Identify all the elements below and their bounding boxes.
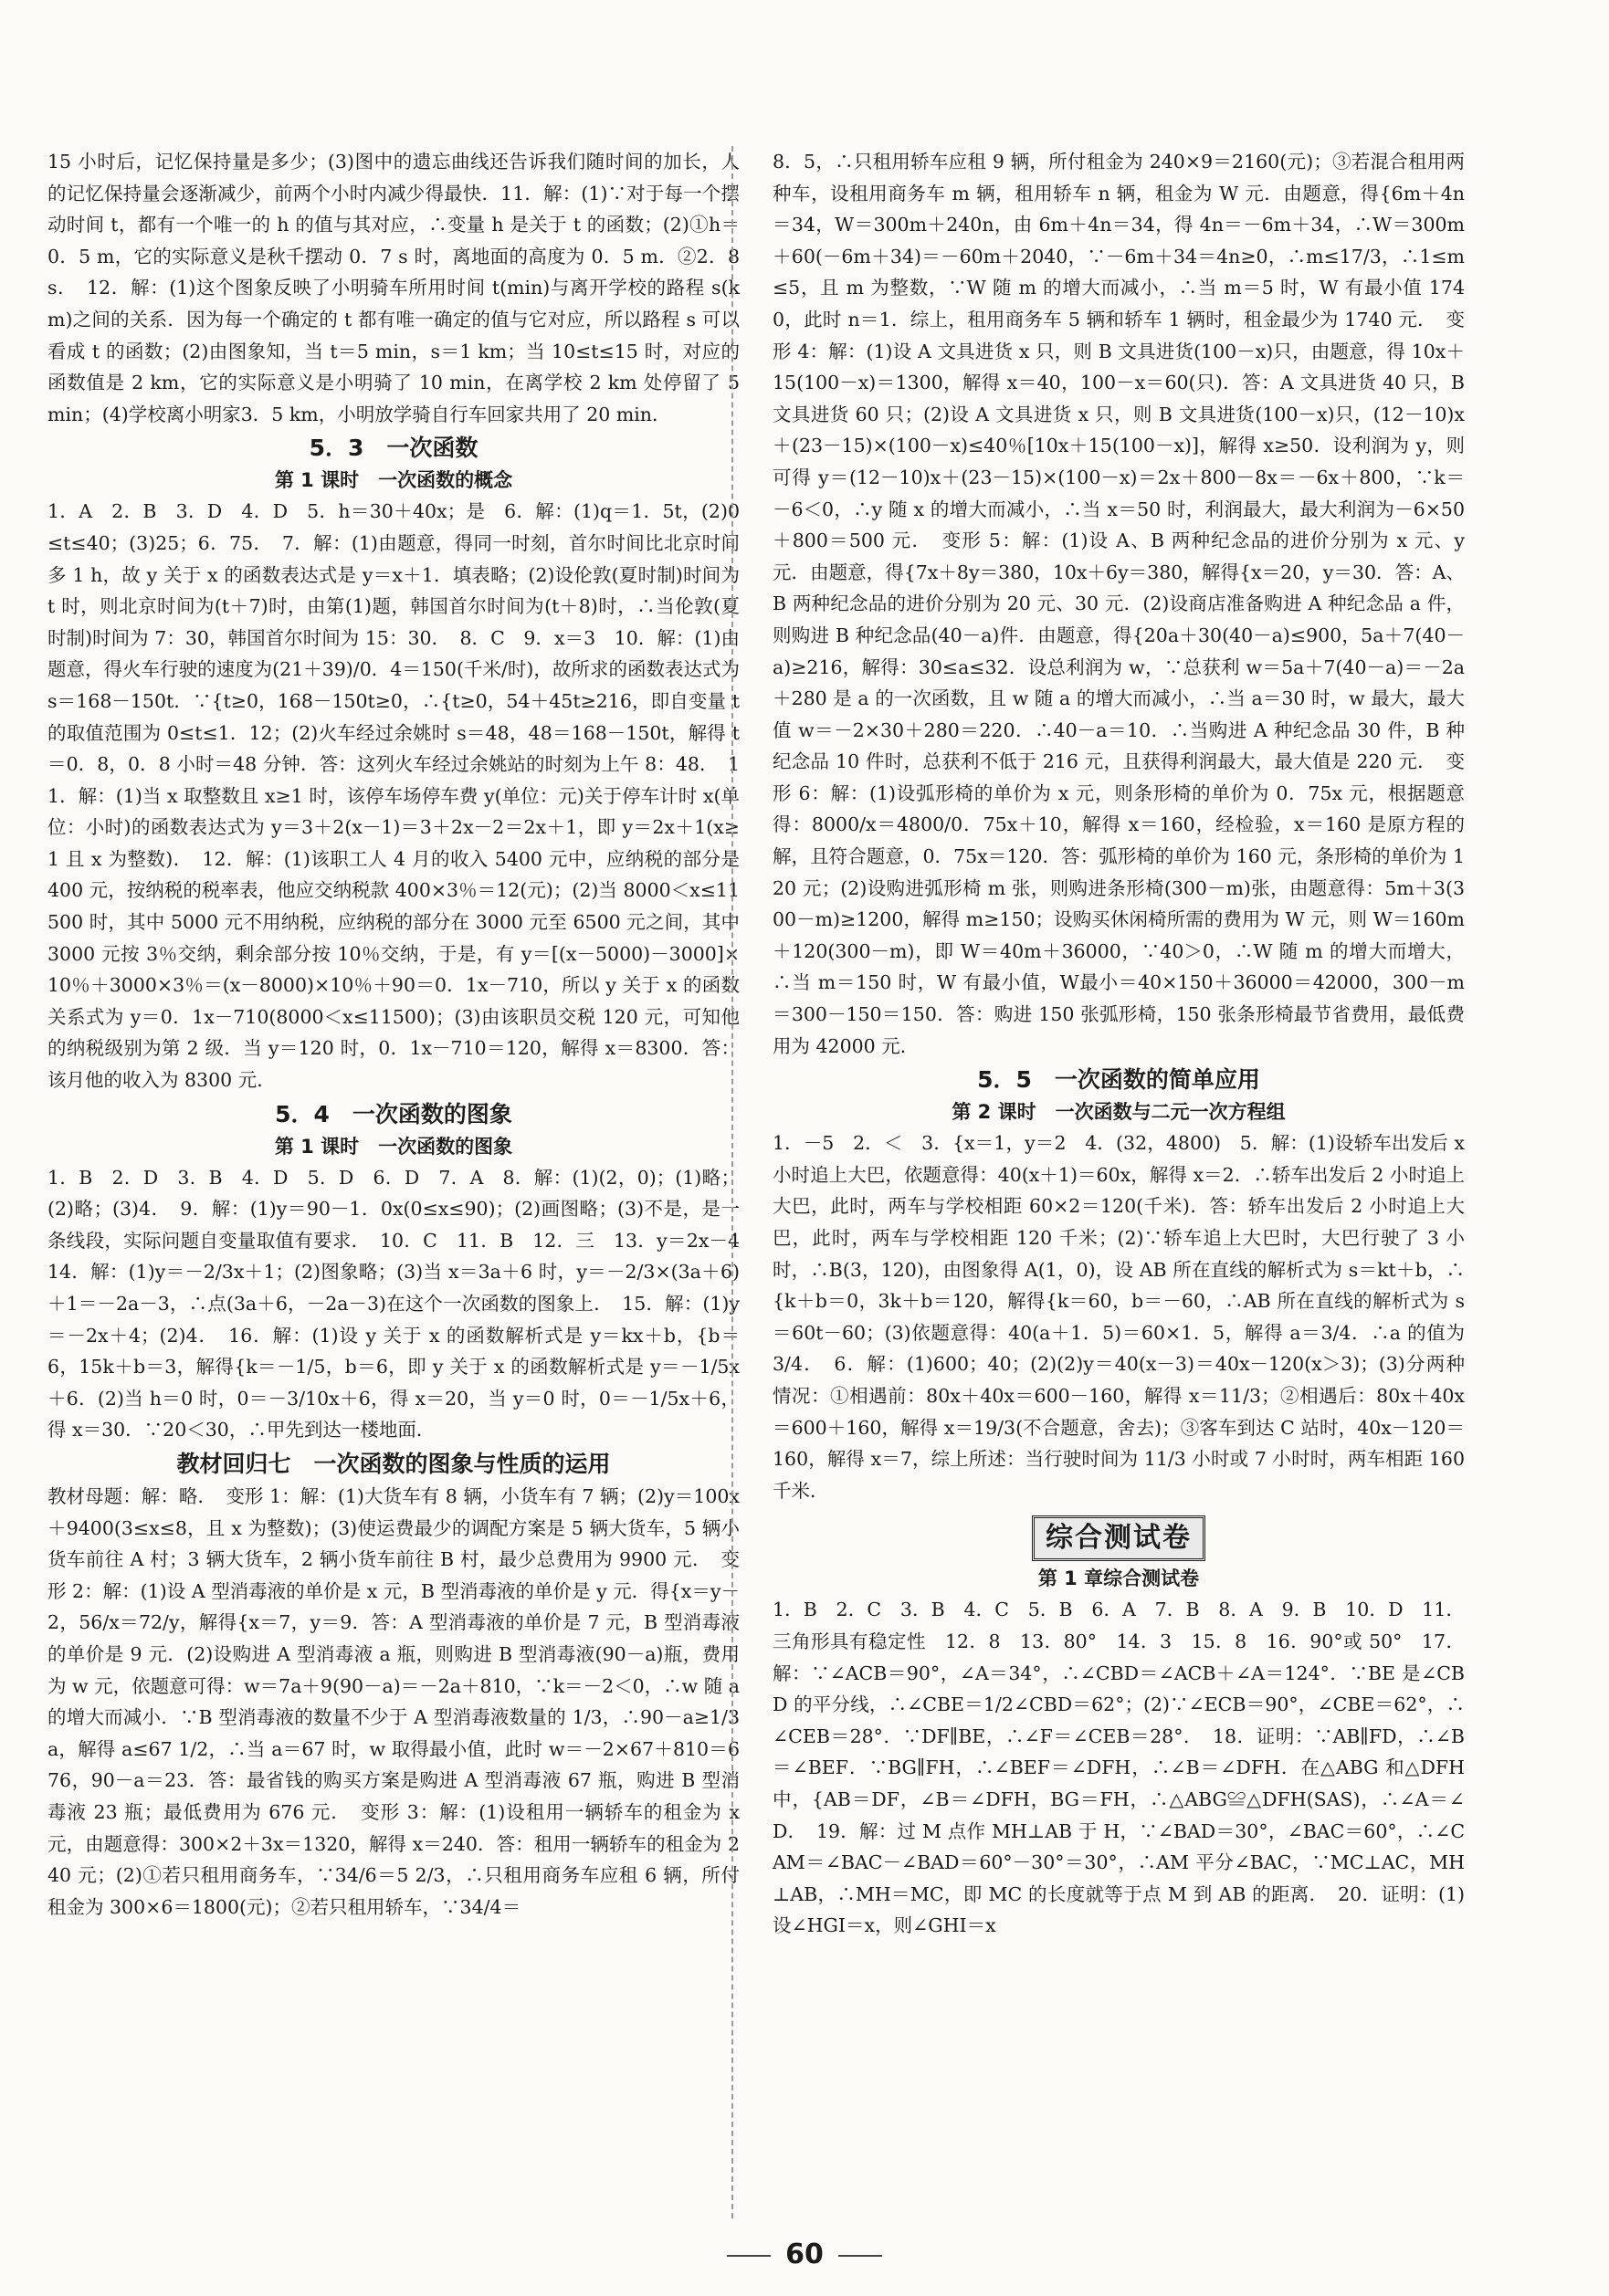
answer-paragraph: 1．A 2．B 3．D 4．D 5．h＝30＋40x；是 6．解：(1)q＝1．5t，(2)0≤t≤40；(3)25；6．75． 7．解：(1)由题意，得同一时刻，首尔时间比北京时间多 1 h，故 y 关于 x 的函数表达式是 y＝x＋1．填表略；(2)设伦敦(夏时制)时间为 t 时，则北京时间为(t＋7)时，由第(1)题，韩国首尔时间为(t＋8)时，∴当伦敦(夏时制)时间为 7：30，韩国首尔时间为 15：30． 8．C 9．x＝3 10．解：(1)由题意，得火车行驶的速度为(21＋39)/0．4＝150(千米/时)，故所求的函数表达式为 s＝168－150t．∵{t≥0，168－150t≥0，∴{t≥0，54＋45t≥216，即自变量 t 的取值范围为 0≤t≤1．12；(2)火车经过余姚时 s＝48，48＝168－150t，解得 t＝0．8，0．8 小时＝48 分钟．答：这列火车经过余姚站的时刻为上午 8：48． 11．解：(1)当 x 取整数且 x≥1 时，该停车场停车费 y(单位：元)关于停车计时 x(单位：小时)的函数表达式为 y＝3＋2(x－1)＝3＋2x－2＝2x＋1，即 y＝2x＋1(x≥1 且 x 为整数)． 12．解：(1)该职工人 4 月的收入 5400 元中，应纳税的部分是 400 元，按纳税的税率表，他应交纳税款 400×3％＝12(元)；(2)当 8000＜x≤11500 时，其中 5000 元不用纳税，应纳税的部分在 3000 元至 6500 元之间，其中 3000 元按 3％交纳，剩余部分按 10％交纳，于是，有 y＝[(x－5000)－3000]×10％＋3000×3％＝(x－8000)×10％＋90＝0．1x－710，所以 y 关于 x 的函数关系式为 y＝0．1x－710(8000＜x≤11500)；(3)由该职员交税 120 元，可知他的纳税级别为第 2 级．当 y＝120 时，0．1x－710＝120，解得 x＝8300．答：该月他的收入为 8300 元． (47, 500, 740, 1092)
answer-paragraph: 8．5，∴只租用轿车应租 9 辆，所付租金为 240×9＝2160(元)；③若混合租用两种车，设租用商务车 m 辆，租用轿车 n 辆，租金为 W 元．由题意，得{6m＋4n＝34，W＝300m＋240n，由 6m＋4n＝34，得 4n＝－6m＋34，∴W＝300m＋60(－6m＋34)＝－60m＋2040，∵－6m＋34＝4n≥0，∴m≤17/3，∴1≤m≤5，且 m 为整数，∵W 随 m 的增大而减小，∴当 m＝5 时，W 有最小值 1740，此时 n＝1．综上，租用商务车 5 辆和轿车 1 辆时，租金最少为 1740 元． 变形 4：解：(1)设 A 文具进货 x 只，则 B 文具进货(100－x)只，由题意，得 10x＋15(100－x)＝1300，解得 x＝40，100－x＝60(只)．答：A 文具进货 40 只，B 文具进货 60 只；(2)设 A 文具进货 x 只，则 B 文具进货(100－x)只，(12－10)x＋(23－15)×(100－x)≤40％[10x＋15(100－x)]，解得 x≥50．设利润为 y，则可得 y＝(12－10)x＋(23－15)×(100－x)＝2x＋800－8x＝－6x＋800，∵k＝－6＜0，∴y 随 x 的增大而减小，∴当 x＝50 时，利润最大，最大利润为－6×50＋800＝500 元． 变形 5：解：(1)设 A、B 两种纪念品的进价分别为 x 元、y 元．由题意，得{7x＋8y＝380，10x＋6y＝380，解得{x＝20，y＝30．答：A、B 两种纪念品的进价分别为 20 元、30 元．(2)设商店准备购进 A 种纪念品 a 件，则购进 B 种纪念品(40－a)件．由题意，得{20a＋30(40－a)≤900，5a＋7(40－a)≥216，解得：30≤a≤32．设总利润为 w，∵总获利 w＝5a＋7(40－a)＝－2a＋280 是 a 的一次函数，且 w 随 a 的增大而减小，∴当 a＝30 时，w 最大，最大值 w＝－2×30＋280＝220．∴40－a＝10．∴当购进 A 种纪念品 30 件，B 种纪念品 10 件时，总获利不低于 216 元，且获得利润最大，最大值是 220 元． 变形 6：解：(1)设弧形椅的单价为 x 元，则条形椅的单价为 0．75x 元，根据题意得：8000/x＝4800/0．75x＋10，解得 x＝160，经检验，x＝160 是原方程的解，且符合题意，0．75x＝120．答：弧形椅的单价为 160 元，条形椅的单价为 120 元；(2)设购进弧形椅 m 张，则购进条形椅(300－m)张，由题意得：5m＋3(300－m)≥1200，解得 m≥150；设购买休闲椅所需的费用为 W 元，则 W＝160m＋120(300－m)，即 W＝40m＋36000，∵40＞0，∴W 随 m 的增大而增大，∴当 m＝150 时，W 有最小值，W最小＝40×150＋36000＝42000，300－m＝300－150＝150．答：购进 150 张弧形椅，150 张条形椅最节省费用，最低费用为 42000 元． (773, 151, 1465, 1057)
lesson-heading: 第 1 课时 一次函数的图象 (274, 1135, 513, 1158)
page-number-text: 60 (785, 2238, 824, 2270)
section-heading: 教材回归七 一次函数的图象与性质的运用 (176, 1450, 611, 1477)
lesson-heading: 第 2 课时 一次函数与二元一次方程组 (952, 1101, 1286, 1124)
page-number (0, 2238, 1609, 2270)
left-column (47, 146, 759, 1923)
answer-paragraph: 教材母题：解：略． 变形 1：解：(1)大货车有 8 辆，小货车有 7 辆；(2)y＝100x＋9400(3≤x≤8，且 x 为整数)；(3)使运费最少的调配方案是 5 辆大货车，5 辆小货车前往 A 村；3 辆大货车，2 辆小货车前往 B 村，最少总费用为 9900 元． 变形 2：解：(1)设 A 型消毒液的单价是 x 元，B 型消毒液的单价是 y 元．得{x＝y－2，56/x＝72/y，解得{x＝7，y＝9．答：A 型消毒液的单价是 7 元，B 型消毒液的单价是 9 元．(2)设购进 A 型消毒液 a 瓶，则购进 B 型消毒液(90－a)瓶，费用为 w 元，依题意可得：w＝7a＋9(90－a)＝－2a＋810，∵k＝－2＜0，∴w 随 a 的增大而减小．∵B 型消毒液的数量不少于 A 型消毒液数量的 1/3，∴90－a≥1/3a，解得 a≤67 1/2，∴当 a＝67 时，w 取得最小值，此时 w＝－2×67＋810＝676，90－a＝23．答：最省钱的购买方案是购进 A 型消毒液 67 瓶，购进 B 型消毒液 23 瓶；最低费用为 676 元． 变形 3：解：(1)设租用一辆轿车的租金为 x 元，由题意得：300×2＋3x＝1320，解得 x＝240．答：租用一辆轿车的租金为 240 元；(2)①若只租用商务车，∵34/6＝5 2/3，∴只租用商务车应租 6 辆，所付租金为 300×6＝1800(元)；②若只租用轿车，∵34/4＝ (47, 1484, 740, 1918)
answer-paragraph: 1．B 2．C 3．B 4．C 5．B 6．A 7．B 8．A 9．B 10．D 11．三角形具有稳定性 12．8 13．80° 14．3 15．8 16．90°或 50° 17．解：∵∠ACB＝90°，∠A＝34°，∴∠CBD＝∠ACB＋∠A＝124°．∵BE 是∠CBD 的平分线，∴∠CBE＝1/2∠CBD＝62°；(2)∵∠ECB＝90°，∠CBE＝62°，∴∠CEB＝28°．∵DF∥BE，∴∠F＝∠CEB＝28°． 18．证明：∵AB∥FD，∴∠B＝∠BEF．∵BG∥FH，∴∠BEF＝∠DFH，∴∠B＝∠DFH．在△ABG 和△DFH 中，{AB＝DF，∠B＝∠DFH，BG＝FH，∴△ABG≌△DFH(SAS)，∴∠A＝∠D． 19．解：过 M 点作 MH⊥AB 于 H，∵∠BAD＝30°，∠BAC＝60°，∴∠CAM＝∠BAC－∠BAD＝60°－30°＝30°，∴AM 平分∠BAC，∵MC⊥AC，MH⊥AB，∴MH＝MC，即 MC 的长度就等于点 M 到 AB 的距离． 20．证明：(1)设∠HGI＝x，则∠GHI＝x (773, 1599, 1465, 1937)
section-banner-label: 综合测试卷 (1032, 1515, 1205, 1561)
page-number-dash-right (838, 2255, 882, 2257)
section-heading: 5．5 一次函数的简单应用 (977, 1066, 1260, 1094)
lesson-heading: 第 1 章综合测试卷 (1037, 1567, 1200, 1590)
answer-paragraph: 15 小时后，记忆保持量是多少；(3)图中的遗忘曲线还告诉我们随时间的加长，人的记忆保持量会逐渐减少，前两个小时内减少得最快．11．解：(1)∵对于每一个摆动时间 t，都有一个唯一的 h 的值与其对应，∴变量 h 是关于 t 的函数；(2)①h＝0．5 m，它的实际意义是秋千摆动 0．7 s 时，离地面的高度为 0．5 m．②2．8 s． 12．解：(1)这个图象反映了小明骑车所用时间 t(min)与离开学校的路程 s(km)之间的关系．因为每一个确定的 t 都有唯一确定的值与它对应，所以路程 s 可以看成 t 的函数；(2)由图象知，当 t＝5 min，s＝1 km；当 10≤t≤15 时，对应的函数值是 2 km，它的实际意义是小明骑了 10 min，在离学校 2 km 处停留了 5 min；(4)学校离小明家3．5 km，小明放学骑自行车回家共用了 20 min． (47, 151, 740, 425)
lesson-heading: 第 1 课时 一次函数的概念 (274, 469, 513, 492)
right-column (773, 146, 1465, 1942)
column-divider (731, 146, 733, 2218)
answer-paragraph: 1．B 2．D 3．B 4．D 5．D 6．D 7．A 8．解：(1)(2，0)；(1)略；(2)略；(3)4． 9．解：(1)y＝90－1．0x(0≤x≤90)；(2)画图略；(3)不是，是一条线段，实际问题自变量取值有要求． 10．C 11．B 12．三 13．y＝2x－4 14．解：(1)y＝－2/3x＋1；(2)图象略；(3)当 x＝3a＋6 时，y＝－2/3×(3a＋6)＋1＝－2a－3，∴点(3a＋6，－2a－3)在这个一次函数的图象上． 15．解：(1)y＝－2x＋4；(2)4． 16．解：(1)设 y 关于 x 的函数解析式是 y＝kx＋b，{b＝6，15k＋b＝3，解得{k＝－1/5，b＝6，即 y 关于 x 的函数解析式是 y＝－1/5x＋6．(2)当 h＝0 时，0＝－3/10x＋6，得 x＝20，当 y＝0 时，0＝－1/5x＋6，得 x＝30．∵20＜30，∴甲先到达一楼地面． (47, 1166, 759, 1442)
page-number-dash-left (727, 2255, 771, 2257)
section-heading: 5．3 一次函数 (309, 435, 478, 462)
section-heading: 5．4 一次函数的图象 (275, 1100, 512, 1127)
section-banner (773, 1515, 1465, 1561)
answer-paragraph: 1．－5 2．＜ 3．{x＝1，y＝2 4．(32，4800) 5．解：(1)设轿车出发后 x 小时追上大巴，依题意得：40(x＋1)＝60x，解得 x＝2．∴轿车出发后 2 小时追上大巴，此时，两车与学校相距 60×2＝120(千米)．答：轿车出发后 2 小时追上大巴，此时，两车与学校相距 120 千米；(2)∵轿车追上大巴时，大巴行驶了 3 小时，∴B(3，120)，由图象得 A(1，0)，设 AB 所在直线的解析式为 s＝kt＋b，∴{k＋b＝0，3k＋b＝120，解得{k＝60，b＝－60，∴AB 所在直线的解析式为 s＝60t－60；(3)依题意得：40(a＋1．5)＝60×1．5，解得 a＝3/4．∴a 的值为 3/4． 6．解：(1)600；40；(2)(2)y＝40(x－3)＝40x－120(x＞3)；(3)分两种情况：①相遇前：80x＋40x＝600－160，解得 x＝11/3；②相遇后：80x＋40x＝600＋160，解得 x＝19/3(不合题意，舍去)；③客车到达 C 站时，40x－120＝160，解得 x＝7，综上所述：当行驶时间为 11/3 小时或 7 小时时，两车相距 160 千米． (773, 1132, 1465, 1502)
